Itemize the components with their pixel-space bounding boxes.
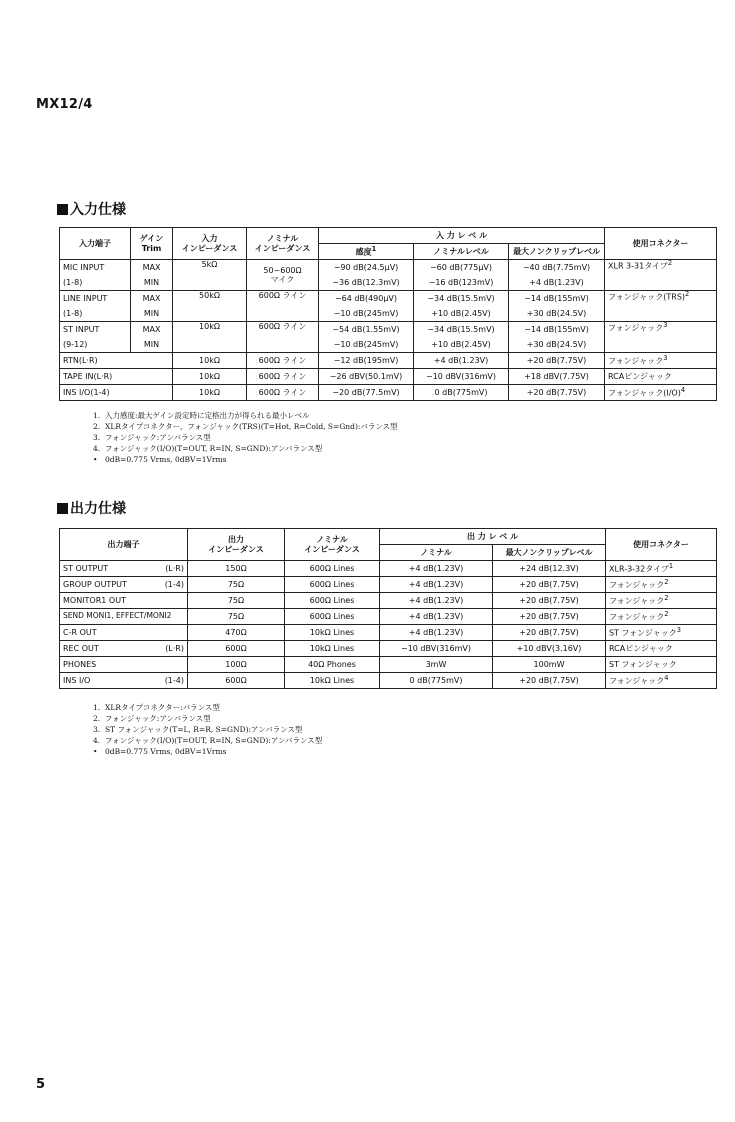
- row-name: INS I/O (1-4): [60, 673, 188, 689]
- trim-max: MAX: [131, 322, 173, 338]
- sensitivity: −12 dB(195mV): [319, 353, 414, 369]
- table-row: [60, 322, 717, 338]
- header-max-level: 最大ノンクリップレベル: [493, 545, 606, 561]
- header-connector: 使用コネクター: [605, 228, 717, 260]
- black-square-icon: [57, 204, 68, 215]
- table-row: [60, 641, 717, 657]
- note: 2. XLRタイプコネクター、フォンジャック(TRS)(T=Hot, R=Cold, S=Gnd):バランス型: [93, 422, 398, 431]
- note: 3. ST フォンジャック(T=L, R=R, S=GND):アンバランス型: [93, 725, 303, 734]
- table-row: [60, 625, 717, 641]
- sensitivity-min: −10 dB(245mV): [319, 337, 414, 353]
- trim-min: MIN: [131, 337, 173, 353]
- max-level: +20 dB(7.75V): [493, 625, 606, 641]
- max-level: +20 dB(7.75V): [493, 673, 606, 689]
- impedance: 10kΩ: [173, 385, 247, 401]
- nominal-level-max: −60 dB(775μV): [414, 260, 509, 276]
- nominal-level: +4 dB(1.23V): [380, 593, 493, 609]
- header-nominal-impedance: ノミナル インピーダンス: [285, 529, 380, 561]
- impedance: 75Ω: [188, 609, 285, 625]
- table-row: [60, 353, 717, 369]
- nominal-impedance: 600Ω Lines: [285, 561, 380, 577]
- connector: RCAピンジャック: [605, 369, 717, 385]
- impedance: 100Ω: [188, 657, 285, 673]
- max-level: +20 dB(7.75V): [493, 577, 606, 593]
- sensitivity-max: −64 dB(490μV): [319, 291, 414, 307]
- nominal-impedance: 600Ω Lines: [285, 593, 380, 609]
- row-range: (9-12): [60, 337, 131, 353]
- nominal-impedance: 50~600Ω マイク: [247, 260, 319, 291]
- header-nominal: ノミナル: [380, 545, 493, 561]
- table-row: [60, 291, 717, 307]
- max-level: +10 dBV(3.16V): [493, 641, 606, 657]
- connector: RCAピンジャック: [606, 641, 717, 657]
- output-notes: [93, 702, 322, 757]
- nominal-impedance: 600Ω ライン: [247, 353, 319, 369]
- header-input-level: 入 力 レ ベ ル: [319, 228, 605, 244]
- impedance: 600Ω: [188, 673, 285, 689]
- impedance: 5kΩ: [173, 260, 247, 291]
- connector: フォンジャック$^3$: [605, 322, 717, 353]
- row-name: ST INPUT: [60, 322, 131, 338]
- nominal-level: +4 dB(1.23V): [380, 577, 493, 593]
- connector: フォンジャック$^3$: [605, 353, 717, 369]
- max-level: +24 dB(12.3V): [493, 561, 606, 577]
- sensitivity: −26 dBV(50.1mV): [319, 369, 414, 385]
- row-name: REC OUT (L·R): [60, 641, 188, 657]
- impedance: 75Ω: [188, 577, 285, 593]
- nominal-impedance: 10kΩ Lines: [285, 641, 380, 657]
- input-spec-title: 入力仕様: [70, 202, 126, 218]
- trim-max: MAX: [131, 291, 173, 307]
- row-name: LINE INPUT: [60, 291, 131, 307]
- table-row: [60, 609, 717, 625]
- table-row: [60, 561, 717, 577]
- nominal-level-min: +10 dB(2.45V): [414, 306, 509, 322]
- header-output-terminal: 出力端子: [60, 529, 188, 561]
- header-max-level: 最大ノンクリップレベル: [509, 244, 605, 260]
- nominal-impedance: 600Ω ライン: [247, 385, 319, 401]
- impedance: 10kΩ: [173, 353, 247, 369]
- note: 3. フォンジャック:アンバランス型: [93, 433, 211, 442]
- max-level-max: −40 dB(7.75mV): [509, 260, 605, 276]
- row-name: TAPE IN(L·R): [60, 369, 173, 385]
- impedance: 470Ω: [188, 625, 285, 641]
- header-nominal-impedance: ノミナル インピーダンス: [247, 228, 319, 260]
- nominal-level-min: +10 dB(2.45V): [414, 337, 509, 353]
- nominal-level: 0 dB(775mV): [380, 673, 493, 689]
- impedance: 150Ω: [188, 561, 285, 577]
- row-name: GROUP OUTPUT (1-4): [60, 577, 188, 593]
- table-row: [60, 260, 717, 276]
- sensitivity-max: −90 dB(24.5μV): [319, 260, 414, 276]
- row-name: C-R OUT: [60, 625, 188, 641]
- connector: XLR 3-31タイプ$^2$: [605, 260, 717, 291]
- black-square-icon: [57, 503, 68, 514]
- trim-min: MIN: [131, 306, 173, 322]
- nominal-impedance: 10kΩ Lines: [285, 673, 380, 689]
- sensitivity: −20 dB(77.5mV): [319, 385, 414, 401]
- row-range: (1-8): [60, 275, 131, 291]
- header-sensitivity: 感度$^1$: [319, 244, 414, 260]
- note: • 0dB=0.775 Vrms, 0dBV=1Vrms: [93, 455, 227, 464]
- table-row: [60, 385, 717, 401]
- sensitivity-min: −36 dB(12.3mV): [319, 275, 414, 291]
- table-row: [60, 369, 717, 385]
- impedance: 10kΩ: [173, 369, 247, 385]
- row-name: MONITOR1 OUT: [60, 593, 188, 609]
- max-level: +20 dB(7.75V): [509, 353, 605, 369]
- header-input-terminal: 入力端子: [60, 228, 131, 260]
- connector: ST フォンジャック: [606, 657, 717, 673]
- nominal-level: +4 dB(1.23V): [380, 609, 493, 625]
- input-spec-heading: [57, 199, 126, 219]
- max-level: +20 dB(7.75V): [509, 385, 605, 401]
- nominal-impedance: 600Ω Lines: [285, 577, 380, 593]
- nominal-impedance: 600Ω ライン: [247, 291, 319, 322]
- connector: フォンジャック$(I/O)^4$: [605, 385, 717, 401]
- output-spec-table: [59, 528, 717, 689]
- sensitivity-min: −10 dB(245mV): [319, 306, 414, 322]
- nominal-level-max: −34 dB(15.5mV): [414, 291, 509, 307]
- model-name: MX12/4: [36, 97, 93, 112]
- note: 1. XLRタイプコネクター:バランス型: [93, 703, 220, 712]
- input-notes: [93, 410, 398, 465]
- row-name: RTN(L·R): [60, 353, 173, 369]
- connector: フォンジャック$^2$: [606, 609, 717, 625]
- connector: フォンジャック$^2$: [606, 593, 717, 609]
- connector: フォンジャック$^4$: [606, 673, 717, 689]
- connector: フォンジャック$^2$: [606, 577, 717, 593]
- note: 2. フォンジャック:アンバランス型: [93, 714, 211, 723]
- nominal-level: −10 dBV(316mV): [414, 369, 509, 385]
- max-level-min: +30 dB(24.5V): [509, 337, 605, 353]
- nominal-level: +4 dB(1.23V): [380, 561, 493, 577]
- max-level: +20 dB(7.75V): [493, 593, 606, 609]
- table-row: [60, 657, 717, 673]
- header-output-impedance: 出力 インピーダンス: [188, 529, 285, 561]
- max-level-max: −14 dB(155mV): [509, 291, 605, 307]
- output-spec-title: 出力仕様: [70, 501, 126, 517]
- nominal-impedance: 600Ω ライン: [247, 322, 319, 353]
- nominal-impedance: 600Ω Lines: [285, 609, 380, 625]
- connector: フォンジャック(TRS)$^2$: [605, 291, 717, 322]
- header-nominal-level: ノミナルレベル: [414, 244, 509, 260]
- page-number: 5: [36, 1077, 46, 1092]
- row-range: (1-8): [60, 306, 131, 322]
- impedance: 600Ω: [188, 641, 285, 657]
- connector: ST フォンジャック$^3$: [606, 625, 717, 641]
- trim-min: MIN: [131, 275, 173, 291]
- table-row: [60, 593, 717, 609]
- nominal-impedance: 600Ω ライン: [247, 369, 319, 385]
- row-name: PHONES: [60, 657, 188, 673]
- row-name: ST OUTPUT (L·R): [60, 561, 188, 577]
- header-input-impedance: 入力 インピーダンス: [173, 228, 247, 260]
- row-name: SEND MONI1, EFFECT/MONI2: [60, 609, 188, 625]
- note: 4. フォンジャック(I/O)(T=OUT, R=IN, S=GND):アンバランス型: [93, 444, 323, 453]
- header-output-level: 出 力 レ ベ ル: [380, 529, 606, 545]
- row-name: MIC INPUT: [60, 260, 131, 276]
- impedance: 50kΩ: [173, 291, 247, 322]
- max-level: 100mW: [493, 657, 606, 673]
- table-row: [60, 673, 717, 689]
- nominal-level: +4 dB(1.23V): [380, 625, 493, 641]
- nominal-level: −10 dBV(316mV): [380, 641, 493, 657]
- row-name: INS I/O(1-4): [60, 385, 173, 401]
- nominal-impedance: 40Ω Phones: [285, 657, 380, 673]
- sensitivity-max: −54 dB(1.55mV): [319, 322, 414, 338]
- trim-max: MAX: [131, 260, 173, 276]
- max-level-max: −14 dB(155mV): [509, 322, 605, 338]
- nominal-impedance: 10kΩ Lines: [285, 625, 380, 641]
- max-level: +20 dB(7.75V): [493, 609, 606, 625]
- connector: XLR-3-32タイプ$^1$: [606, 561, 717, 577]
- header-connector: 使用コネクター: [606, 529, 717, 561]
- note: • 0dB=0.775 Vrms, 0dBV=1Vrms: [93, 747, 227, 756]
- nominal-level-max: −34 dB(15.5mV): [414, 322, 509, 338]
- max-level: +18 dBV(7.75V): [509, 369, 605, 385]
- nominal-level: +4 dB(1.23V): [414, 353, 509, 369]
- input-spec-table: [59, 227, 717, 401]
- impedance: 75Ω: [188, 593, 285, 609]
- max-level-min: +4 dB(1.23V): [509, 275, 605, 291]
- max-level-min: +30 dB(24.5V): [509, 306, 605, 322]
- nominal-level: 3mW: [380, 657, 493, 673]
- header-gain-trim: ゲイン Trim: [131, 228, 173, 260]
- nominal-level: 0 dB(775mV): [414, 385, 509, 401]
- note: 1. 入力感度:最大ゲイン設定時に定格出力が得られる最小レベル: [93, 411, 310, 420]
- note: 4. フォンジャック(I/O)(T=OUT, R=IN, S=GND):アンバランス型: [93, 736, 323, 745]
- table-row: [60, 577, 717, 593]
- nominal-level-min: −16 dB(123mV): [414, 275, 509, 291]
- output-spec-heading: [57, 498, 126, 518]
- impedance: 10kΩ: [173, 322, 247, 353]
